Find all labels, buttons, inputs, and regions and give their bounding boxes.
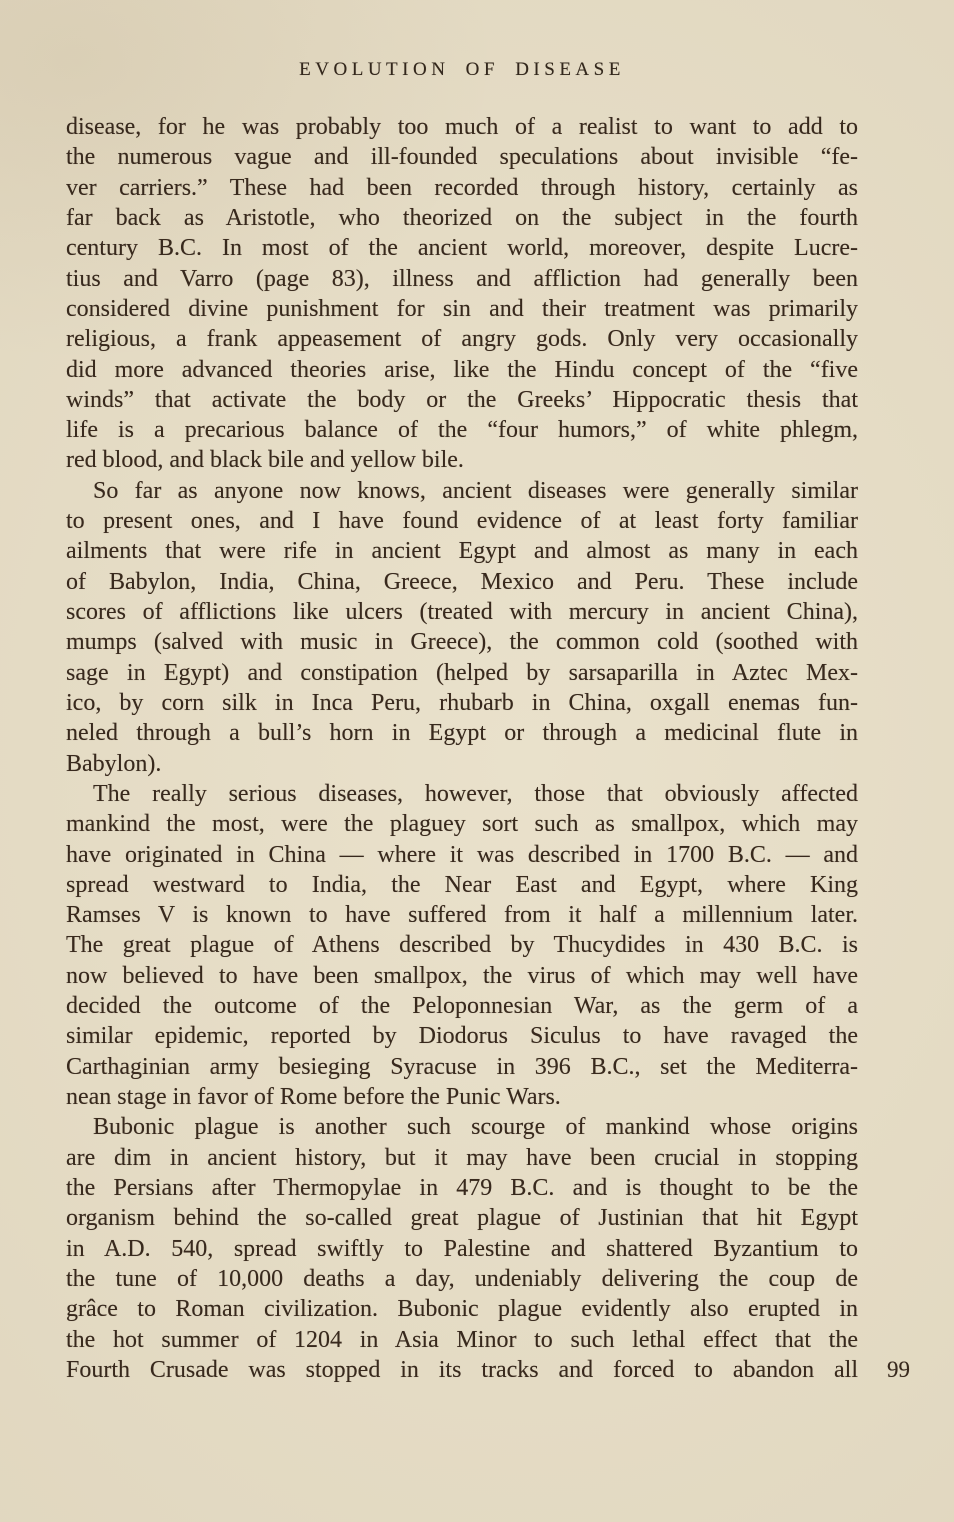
page-number: 99 <box>887 1357 910 1382</box>
text-line: sage in Egypt) and constipation (helped by sarsaparilla in Aztec Mex- <box>66 659 858 686</box>
text-line: grâce to Roman civilization. Bubonic plague evidently also erupted in <box>66 1296 858 1323</box>
text-line: mankind the most, were the plaguey sort such as smallpox, which may <box>66 811 858 838</box>
text-line: century B.C. In most of the ancient world, moreover, despite Lucre- <box>66 235 858 262</box>
text-line: The really serious diseases, however, those that obviously affected <box>93 780 858 807</box>
text-line: are dim in ancient history, but it may have been crucial in stopping <box>66 1144 858 1171</box>
text-line: the hot summer of 1204 in Asia Minor to such lethal effect that the <box>66 1326 858 1353</box>
text-line: neled through a bull’s horn in Egypt or through a medicinal flute in <box>66 720 858 747</box>
text-line: ailments that were rife in ancient Egypt and almost as many in each <box>66 538 858 565</box>
text-line: life is a precarious balance of the “four humors,” of white phlegm, <box>66 417 858 444</box>
text-line: scores of afflictions like ulcers (treated with mercury in ancient China), <box>66 599 858 625</box>
text-line: Babylon). <box>66 750 162 777</box>
body-text <box>66 112 858 1385</box>
text-line: the Persians after Thermopylae in 479 B.C. and is thought to be the <box>66 1174 858 1201</box>
text-line: disease, for he was probably too much of a realist to want to add to <box>66 114 858 140</box>
text-line: Ramses V is known to have suffered from it half a millennium later. <box>66 902 858 929</box>
text-line: did more advanced theories arise, like the Hindu concept of the “five <box>66 356 858 383</box>
text-line: in A.D. 540, spread swiftly to Palestine and shattered Byzantium to <box>66 1235 858 1262</box>
text-line: Carthaginian army besieging Syracuse in 396 B.C., set the Mediterra- <box>66 1053 858 1080</box>
text-line: have originated in China — where it was described in 1700 B.C. — and <box>66 841 858 868</box>
running-header: EVOLUTION OF DISEASE <box>299 59 625 80</box>
text-line: ver carriers.” These had been recorded through history, certainly as <box>66 174 858 201</box>
text-line: the tune of 10,000 deaths a day, undeniably delivering the coup de <box>66 1265 858 1292</box>
text-line: of Babylon, India, China, Greece, Mexico and Peru. These include <box>66 568 858 595</box>
text-line: far back as Aristotle, who theorized on the subject in the fourth <box>66 204 858 231</box>
text-line: organism behind the so-called great plague of Justinian that hit Egypt <box>66 1205 858 1232</box>
text-line: winds” that activate the body or the Greeks’ Hippocratic thesis that <box>66 386 858 413</box>
text-line: Fourth Crusade was stopped in its tracks and forced to abandon all <box>66 1356 858 1383</box>
text-line: mumps (salved with music in Greece), the common cold (soothed with <box>66 629 858 656</box>
text-line: nean stage in favor of Rome before the Punic Wars. <box>66 1084 561 1110</box>
text-line: the numerous vague and ill-founded speculations about invisible “fe- <box>66 144 858 171</box>
text-line: tius and Varro (page 83), illness and affliction had generally been <box>66 265 858 292</box>
text-line: religious, a frank appeasement of angry gods. Only very occasionally <box>66 326 858 353</box>
text-line: ico, by corn silk in Inca Peru, rhubarb in China, oxgall enemas fun- <box>66 689 858 716</box>
text-line: to present ones, and I have found evidence of at least forty familiar <box>66 508 858 535</box>
text-line: Bubonic plague is another such scourge of mankind whose origins <box>93 1114 858 1141</box>
text-line: now believed to have been smallpox, the virus of which may well have <box>66 962 858 989</box>
text-line: red blood, and black bile and yellow bile. <box>66 447 464 474</box>
text-line: spread westward to India, the Near East and Egypt, where King <box>66 871 858 898</box>
text-line: decided the outcome of the Peloponnesian War, as the germ of a <box>66 993 858 1020</box>
text-line: similar epidemic, reported by Diodorus Siculus to have ravaged the <box>66 1023 858 1050</box>
text-line: So far as anyone now knows, ancient diseases were generally similar <box>93 477 858 504</box>
text-line: The great plague of Athens described by Thucydides in 430 B.C. is <box>66 932 858 959</box>
text-line: considered divine punishment for sin and their treatment was primarily <box>66 295 858 322</box>
